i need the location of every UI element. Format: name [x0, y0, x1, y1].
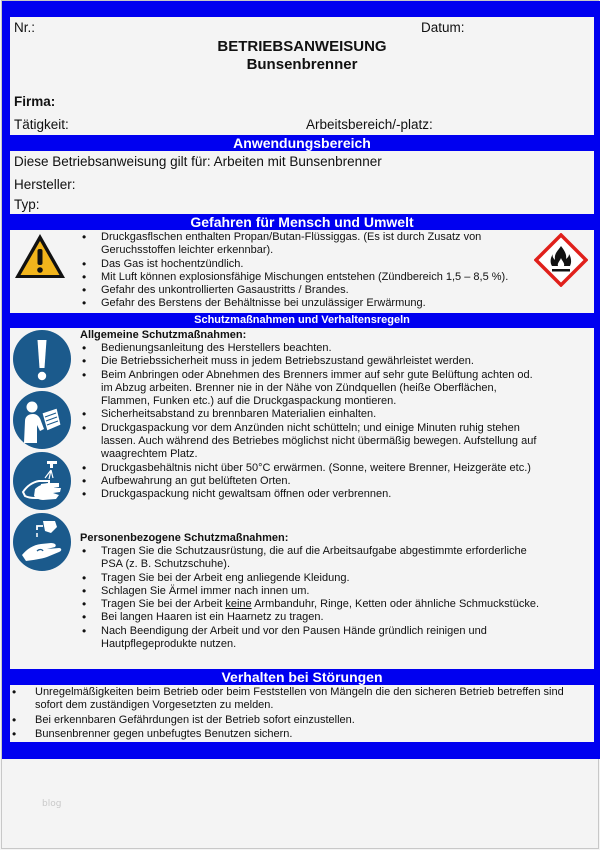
header-panel — [10, 17, 594, 135]
document-title: BETRIEBSANWEISUNG — [217, 38, 387, 55]
personal-measures-heading: Personenbezogene Schutzmaßnahmen: — [80, 532, 289, 544]
stoerungen-panel — [10, 685, 594, 742]
measure-item: • Druckgaspackung nicht gewaltsam öffnen oder verbrennen. — [80, 488, 540, 501]
taetigkeit-label: Tätigkeit: — [14, 117, 69, 132]
hazard-item: • Gefahr des Berstens der Behältnisse bei unzulässiger Erwärmung. — [80, 297, 530, 310]
document-page — [1, 0, 599, 849]
general-measures-list — [80, 342, 540, 502]
measure-item: • Die Betriebssicherheit muss in jedem Betriebszustand gewährleistet werden. — [80, 355, 540, 368]
flammable-ghs-icon — [534, 233, 588, 287]
hazard-item: • Das Gas ist hochentzündlich. — [80, 258, 530, 271]
read-manual-icon — [13, 391, 71, 449]
document-subtitle: Bunsenbrenner — [246, 56, 358, 73]
measure-item: • Tragen Sie die Schutzausrüstung, die auf die Arbeitsaufgabe abgestimmte erforderliche PSA (z. B. Schutzschuhe). — [80, 545, 540, 572]
measure-item: • Tragen Sie bei der Arbeit eng anliegende Kleidung. — [80, 572, 540, 585]
personal-measures — [80, 532, 540, 651]
measure-text-before: Tragen Sie bei der Arbeit — [101, 598, 226, 611]
section-heading-gefahren: Gefahren für Mensch und Umwelt — [190, 214, 414, 230]
datum-label: Datum: — [421, 20, 465, 35]
anwendungsbereich-panel — [10, 151, 594, 214]
wash-hands-icon — [13, 452, 71, 510]
hazard-item: • Druckgasflschen enthalten Propan/Butan-Flüssiggas. (Es ist durch Zusatz von Geruchsstoffen leichter erkennbar). — [80, 231, 530, 258]
personal-measures-list — [80, 545, 540, 651]
nr-label: Nr.: — [14, 20, 36, 35]
section-heading-schutzmassnahmen: Schutzmaßnahmen und Verhaltensregeln — [194, 314, 410, 326]
section-heading-anwendungsbereich: Anwendungsbereich — [233, 135, 371, 151]
general-measures-heading: Allgemeine Schutzmaßnahmen: — [80, 329, 247, 341]
measure-item: • Beim Anbringen oder Abnehmen des Brenners immer auf sehr gute Belüftung achten od. im Abzug arbeiten. Brenner nie in der Nähe von Zündquellen (heiße Oberflächen, Flammen, Funken etc.) auf die Druckgaspackung montieren. — [80, 369, 540, 409]
hazard-item: • Mit Luft können explosionsfähige Mischungen entstehen (Zündbereich 1,5 – 8,5 %). — [80, 271, 530, 284]
stoerung-item: • Unregelmäßigkeiten beim Betrieb oder beim Feststellen von Mängeln die den sicheren Betrieb betreffen sind sofort dem zuständigen Vorgesetzten zu melden. — [10, 686, 590, 713]
measure-item — [80, 598, 540, 611]
watermark-text: blog — [42, 799, 62, 809]
stoerung-item: • Bei erkennbaren Gefährdungen ist der Betrieb sofort einzustellen. — [10, 714, 590, 727]
schutzmassnahmen-panel — [10, 328, 594, 669]
arbeitsbereich-label: Arbeitsbereich/-platz: — [306, 117, 433, 132]
measure-item: • Aufbewahrung an gut belüfteten Orten. — [80, 475, 540, 488]
measure-item: • Nach Beendigung der Arbeit und vor den Pausen Hände gründlich reinigen und Hautpflegeprodukte nutzen. — [80, 625, 540, 652]
hand-cream-icon — [13, 513, 71, 571]
hersteller-label: Hersteller: — [14, 177, 76, 192]
typ-label: Typ: — [14, 197, 40, 212]
stoerung-item: • Bunsenbrenner gegen unbefugtes Benutzen sichern. — [10, 728, 590, 741]
measure-item: • Schlagen Sie Ärmel immer nach innen um. — [80, 585, 540, 598]
gefahren-panel — [10, 230, 594, 313]
measure-item: • Bei langen Haaren ist ein Haarnetz zu tragen. — [80, 611, 540, 624]
general-mandatory-icon — [13, 330, 71, 388]
general-measures — [80, 329, 540, 502]
hazard-list — [80, 231, 530, 311]
measure-text-underlined: keine — [225, 598, 252, 611]
measure-item: • Druckgasbehältnis nicht über 50°C erwärmen. (Sonne, weitere Brenner, Heizgeräte etc.) — [80, 462, 540, 475]
scope-text: Diese Betriebsanweisung gilt für: Arbeiten mit Bunsenbrenner — [14, 154, 382, 169]
measure-item: • Bedienungsanleitung des Herstellers beachten. — [80, 342, 540, 355]
measure-item: • Druckgaspackung vor dem Anzünden nicht schütteln; und einige Minuten ruhig stehen lassen. Auch während des Betriebes möglichst nicht übermäßig bewegen. Aufstellung auf waagrechtem Platz. — [80, 422, 540, 462]
measure-item: • Sicherheitsabstand zu brennbaren Materialien einhalten. — [80, 408, 540, 421]
section-heading-stoerungen: Verhalten bei Störungen — [221, 669, 383, 685]
stoerungen-list — [10, 686, 590, 742]
measure-text-after: Armbanduhr, Ringe, Ketten oder ähnliche Schmuckstücke. — [251, 598, 540, 611]
firma-label: Firma: — [14, 94, 56, 109]
hazard-item: • Gefahr des unkontrollierten Gasaustritts / Brandes. — [80, 284, 530, 297]
warning-triangle-icon — [13, 232, 67, 280]
